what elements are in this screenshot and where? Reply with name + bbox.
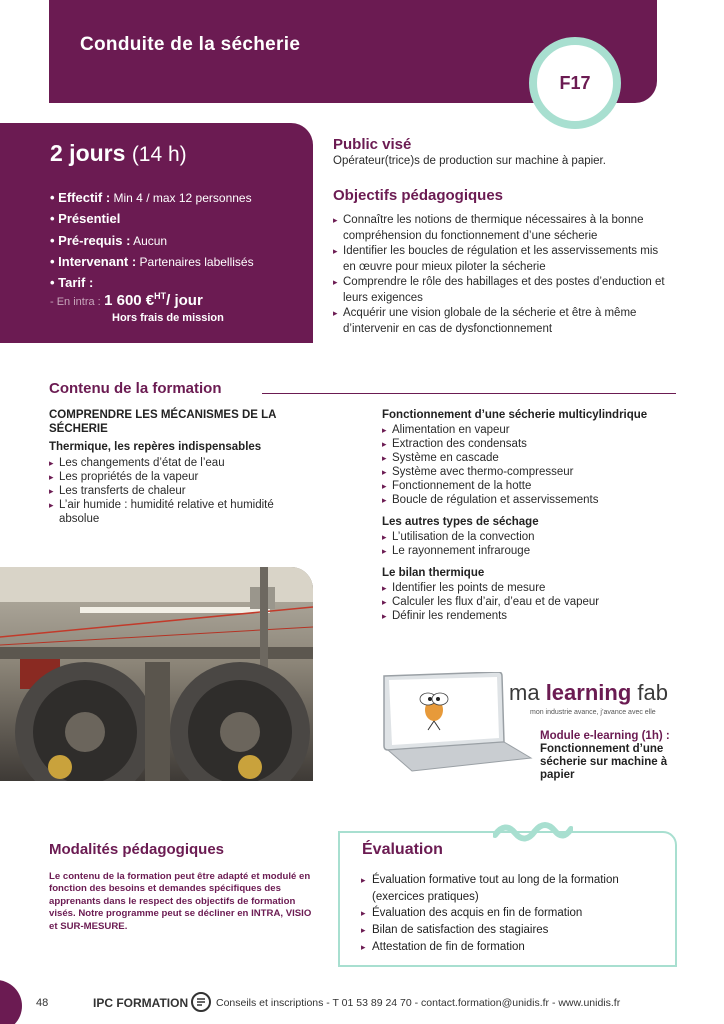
tarif-label: • Tarif : [50, 275, 94, 290]
phone-chat-icon [190, 991, 212, 1013]
list-item: ▸ Système avec thermo-compresseur [382, 465, 682, 479]
contenu-right-column [382, 408, 682, 623]
list-item: ▸ L’utilisation de la convection [382, 530, 682, 544]
section-heading: Les autres types de séchage [382, 516, 539, 528]
course-code: F17 [559, 72, 591, 93]
logo-tagline: mon industrie avance, j’avance avec elle [530, 709, 656, 716]
effectif-value: Min 4 / max 12 personnes [113, 191, 252, 205]
elearning-module [540, 730, 690, 782]
price-amount: 1 600 € [104, 292, 155, 309]
list-item: ▸ Comprendre le rôle des habillages et des postes d’enduction et leurs exigences [333, 275, 673, 306]
footer-brand: IPC FORMATION [93, 996, 189, 1010]
section-heading: Fonctionnement d’une sécherie multicylindrique [382, 409, 648, 421]
info-price [50, 291, 203, 309]
contenu-left-column [49, 408, 314, 526]
info-prerequis [50, 233, 167, 248]
objectifs-title: Objectifs pédagogiques [333, 187, 504, 204]
list-item: ▸ Les propriétés de la vapeur [49, 470, 314, 484]
effectif-label: • Effectif : [50, 190, 111, 205]
info-box [0, 123, 313, 343]
evaluation-list [361, 872, 666, 956]
module-text: Fonctionnement d’une sécherie sur machine à papier [540, 743, 668, 781]
ma-learning-fab-logo [509, 680, 668, 706]
modalites-text: Le contenu de la formation peut être adapté et modulé en fonction des besoins et demandes spécifiques des apprenants dans le respect des objectifs de formation visés. Notre programme peut se décliner en INTRA, VISIO et SUR-MESURE. [49, 871, 312, 932]
intra-label: - En intra : [50, 296, 101, 308]
presentiel-label: • Présentiel [50, 211, 121, 226]
module-heading: Module e-learning (1h) : [540, 730, 670, 742]
info-intervenant [50, 254, 254, 269]
price-sup: HT [154, 291, 167, 301]
footer-disc [0, 980, 22, 1024]
contenu-left-heading: COMPRENDRE LES MÉCANISMES DE LA SÉCHERIE [49, 409, 277, 435]
list-item: ▸ Connaître les notions de thermique nécessaires à la bonne compréhension du fonctionnement d’une sécherie [333, 213, 673, 244]
public-text: Opérateur(trice)s de production sur machine à papier. [333, 155, 606, 167]
list-item: ▸ Identifier les boucles de régulation et les asservissements mis en œuvre pour mieux piloter la sécherie [333, 244, 673, 275]
list-item: ▸ Système en cascade [382, 451, 682, 465]
list-item: ▸ L’air humide : humidité relative et humidité absolue [49, 498, 314, 526]
info-presentiel [50, 211, 120, 226]
prerequis-value: Aucun [133, 234, 168, 248]
duration-days: 2 jours [50, 140, 126, 166]
list-item: ▸ Bilan de satisfaction des stagiaires [361, 922, 666, 939]
objectifs-list [333, 213, 673, 337]
section-heading: Le bilan thermique [382, 567, 485, 579]
public-title: Public visé [333, 136, 412, 153]
list-item: ▸ Calculer les flux d’air, d’eau et de vapeur [382, 595, 682, 609]
price-note: Hors frais de mission [112, 312, 224, 324]
list-item: ▸ Attestation de fin de formation [361, 939, 666, 956]
duration [50, 140, 187, 167]
logo-part: fab [631, 680, 668, 705]
footer-contact: Conseils et inscriptions - T 01 53 89 24 70 - contact.formation@unidis.fr - www.unidis.fr [216, 997, 621, 1009]
prerequis-label: • Pré-requis : [50, 233, 131, 248]
modalites-title: Modalités pédagogiques [49, 841, 225, 858]
intervenant-label: • Intervenant : [50, 254, 137, 269]
list-item: ▸ Alimentation en vapeur [382, 423, 682, 437]
intervenant-value: Partenaires labellisés [139, 255, 254, 269]
list-item: ▸ Extraction des condensats [382, 437, 682, 451]
evaluation-title: Évaluation [362, 841, 443, 858]
list-item: ▸ Fonctionnement de la hotte [382, 479, 682, 493]
list-item: ▸ Les changements d’état de l’eau [49, 456, 314, 470]
contenu-title: Contenu de la formation [49, 380, 222, 397]
list-item: ▸ Évaluation formative tout au long de la formation (exercices pratiques) [361, 872, 666, 905]
info-effectif [50, 190, 252, 205]
logo-part: ma [509, 680, 546, 705]
wave-decoration [493, 819, 573, 843]
page-number: 48 [36, 997, 49, 1009]
list-item: ▸ Les transferts de chaleur [49, 484, 314, 498]
list-item: ▸ Évaluation des acquis en fin de formation [361, 905, 666, 922]
price-unit: / jour [166, 292, 203, 309]
dryer-machine-photo [0, 567, 313, 781]
logo-part: learning [545, 680, 632, 705]
list-item: ▸ Le rayonnement infrarouge [382, 544, 682, 558]
list-item: ▸ Identifier les points de mesure [382, 581, 682, 595]
divider [262, 393, 676, 394]
price-value [104, 292, 203, 309]
course-code-badge [529, 37, 621, 129]
list-item: ▸ Boucle de régulation et asservissements [382, 493, 682, 507]
page-title: Conduite de la sécherie [80, 34, 301, 55]
list-item: ▸ Acquérir une vision globale de la sécherie et être à même d’intervenir en cas de dysfonctionnement [333, 306, 673, 337]
contenu-left-subheading: Thermique, les repères indispensables [49, 441, 262, 453]
duration-hours: (14 h) [131, 143, 187, 166]
info-tarif [50, 275, 93, 290]
list-item: ▸ Définir les rendements [382, 609, 682, 623]
